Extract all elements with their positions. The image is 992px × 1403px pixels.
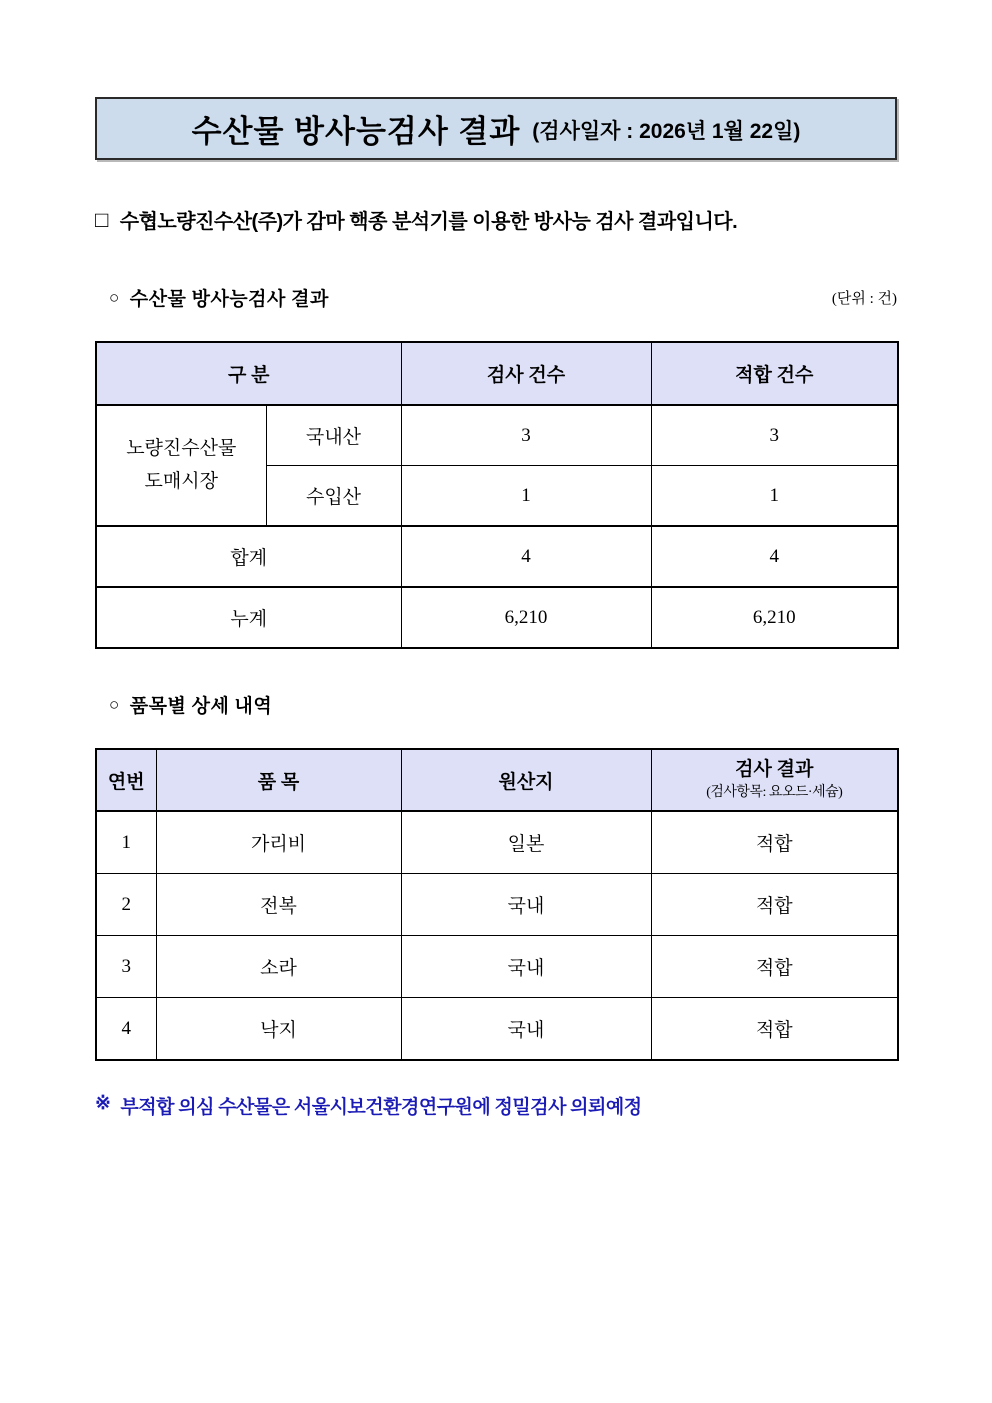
passed-count-cell: 3 bbox=[651, 405, 898, 466]
summary-section-heading bbox=[95, 284, 897, 311]
origin-cell: 국내 bbox=[401, 936, 651, 998]
document-page bbox=[95, 0, 897, 1119]
summary-table-header-row bbox=[96, 342, 898, 405]
summary-section-title: 수산물 방사능검사 결과 bbox=[129, 289, 329, 310]
header-result bbox=[651, 749, 898, 811]
header-result-line2: (검사항목: 요오드·세슘) bbox=[706, 785, 843, 801]
header-category: 구 분 bbox=[96, 342, 401, 405]
no-cell: 1 bbox=[96, 811, 156, 874]
inspection-count-cell: 3 bbox=[401, 405, 651, 466]
circle-bullet-icon: ○ bbox=[109, 287, 120, 307]
intro-text: 수협노량진수산(주)가 감마 핵종 분석기를 이용한 방사능 검사 결과입니다. bbox=[119, 211, 738, 233]
item-cell: 소라 bbox=[156, 936, 401, 998]
title-banner bbox=[95, 97, 897, 160]
cumulative-inspections-cell: 6,210 bbox=[401, 587, 651, 648]
result-cell: 적합 bbox=[651, 998, 898, 1061]
detail-table bbox=[95, 748, 899, 1061]
item-cell: 낙지 bbox=[156, 998, 401, 1061]
table-row bbox=[96, 874, 898, 936]
no-cell: 2 bbox=[96, 874, 156, 936]
detail-section-heading bbox=[95, 691, 897, 718]
market-name-cell bbox=[96, 405, 266, 526]
inspection-date-note: (검사일자 : 2026년 1월 22일) bbox=[532, 120, 801, 143]
no-cell: 4 bbox=[96, 998, 156, 1061]
table-row bbox=[96, 811, 898, 874]
origin-cell: 국내 bbox=[401, 998, 651, 1061]
detail-table-header-row bbox=[96, 749, 898, 811]
origin-cell: 일본 bbox=[401, 811, 651, 874]
cumulative-label-cell: 누계 bbox=[96, 587, 401, 648]
detail-section-title: 품목별 상세 내역 bbox=[129, 696, 273, 717]
intro-line bbox=[95, 205, 897, 234]
origin-cell: 국내산 bbox=[266, 405, 401, 466]
item-cell: 가리비 bbox=[156, 811, 401, 874]
result-cell: 적합 bbox=[651, 874, 898, 936]
market-name-line2: 도매시장 bbox=[144, 470, 218, 492]
total-passed-cell: 4 bbox=[651, 526, 898, 587]
cumulative-row bbox=[96, 587, 898, 648]
header-origin: 원산지 bbox=[401, 749, 651, 811]
header-item: 품 목 bbox=[156, 749, 401, 811]
result-cell: 적합 bbox=[651, 936, 898, 998]
no-cell: 3 bbox=[96, 936, 156, 998]
market-name-line1: 노량진수산물 bbox=[126, 438, 237, 460]
header-inspection-count: 검사 건수 bbox=[401, 342, 651, 405]
total-inspections-cell: 4 bbox=[401, 526, 651, 587]
header-passed-count: 적합 건수 bbox=[651, 342, 898, 405]
passed-count-cell: 1 bbox=[651, 466, 898, 527]
origin-cell: 국내 bbox=[401, 874, 651, 936]
result-cell: 적합 bbox=[651, 811, 898, 874]
inspection-count-cell: 1 bbox=[401, 466, 651, 527]
table-row bbox=[96, 998, 898, 1061]
footnote bbox=[95, 1092, 897, 1119]
unit-note: (단위 : 건) bbox=[831, 291, 897, 307]
total-label-cell: 합계 bbox=[96, 526, 401, 587]
item-cell: 전복 bbox=[156, 874, 401, 936]
circle-bullet-icon: ○ bbox=[109, 694, 120, 714]
summary-table bbox=[95, 341, 899, 649]
cumulative-passed-cell: 6,210 bbox=[651, 587, 898, 648]
header-no: 연번 bbox=[96, 749, 156, 811]
origin-cell: 수입산 bbox=[266, 466, 401, 527]
table-row bbox=[96, 405, 898, 466]
reference-mark-icon: ※ bbox=[95, 1093, 111, 1114]
footnote-text: 부적합 의심 수산물은 서울시보건환경연구원에 정밀검사 의뢰예정 bbox=[120, 1097, 642, 1118]
table-row bbox=[96, 936, 898, 998]
total-row bbox=[96, 526, 898, 587]
checkbox-icon: □ bbox=[95, 206, 108, 232]
header-result-line1: 검사 결과 bbox=[735, 758, 814, 780]
page-title: 수산물 방사능검사 결과 bbox=[191, 114, 521, 149]
